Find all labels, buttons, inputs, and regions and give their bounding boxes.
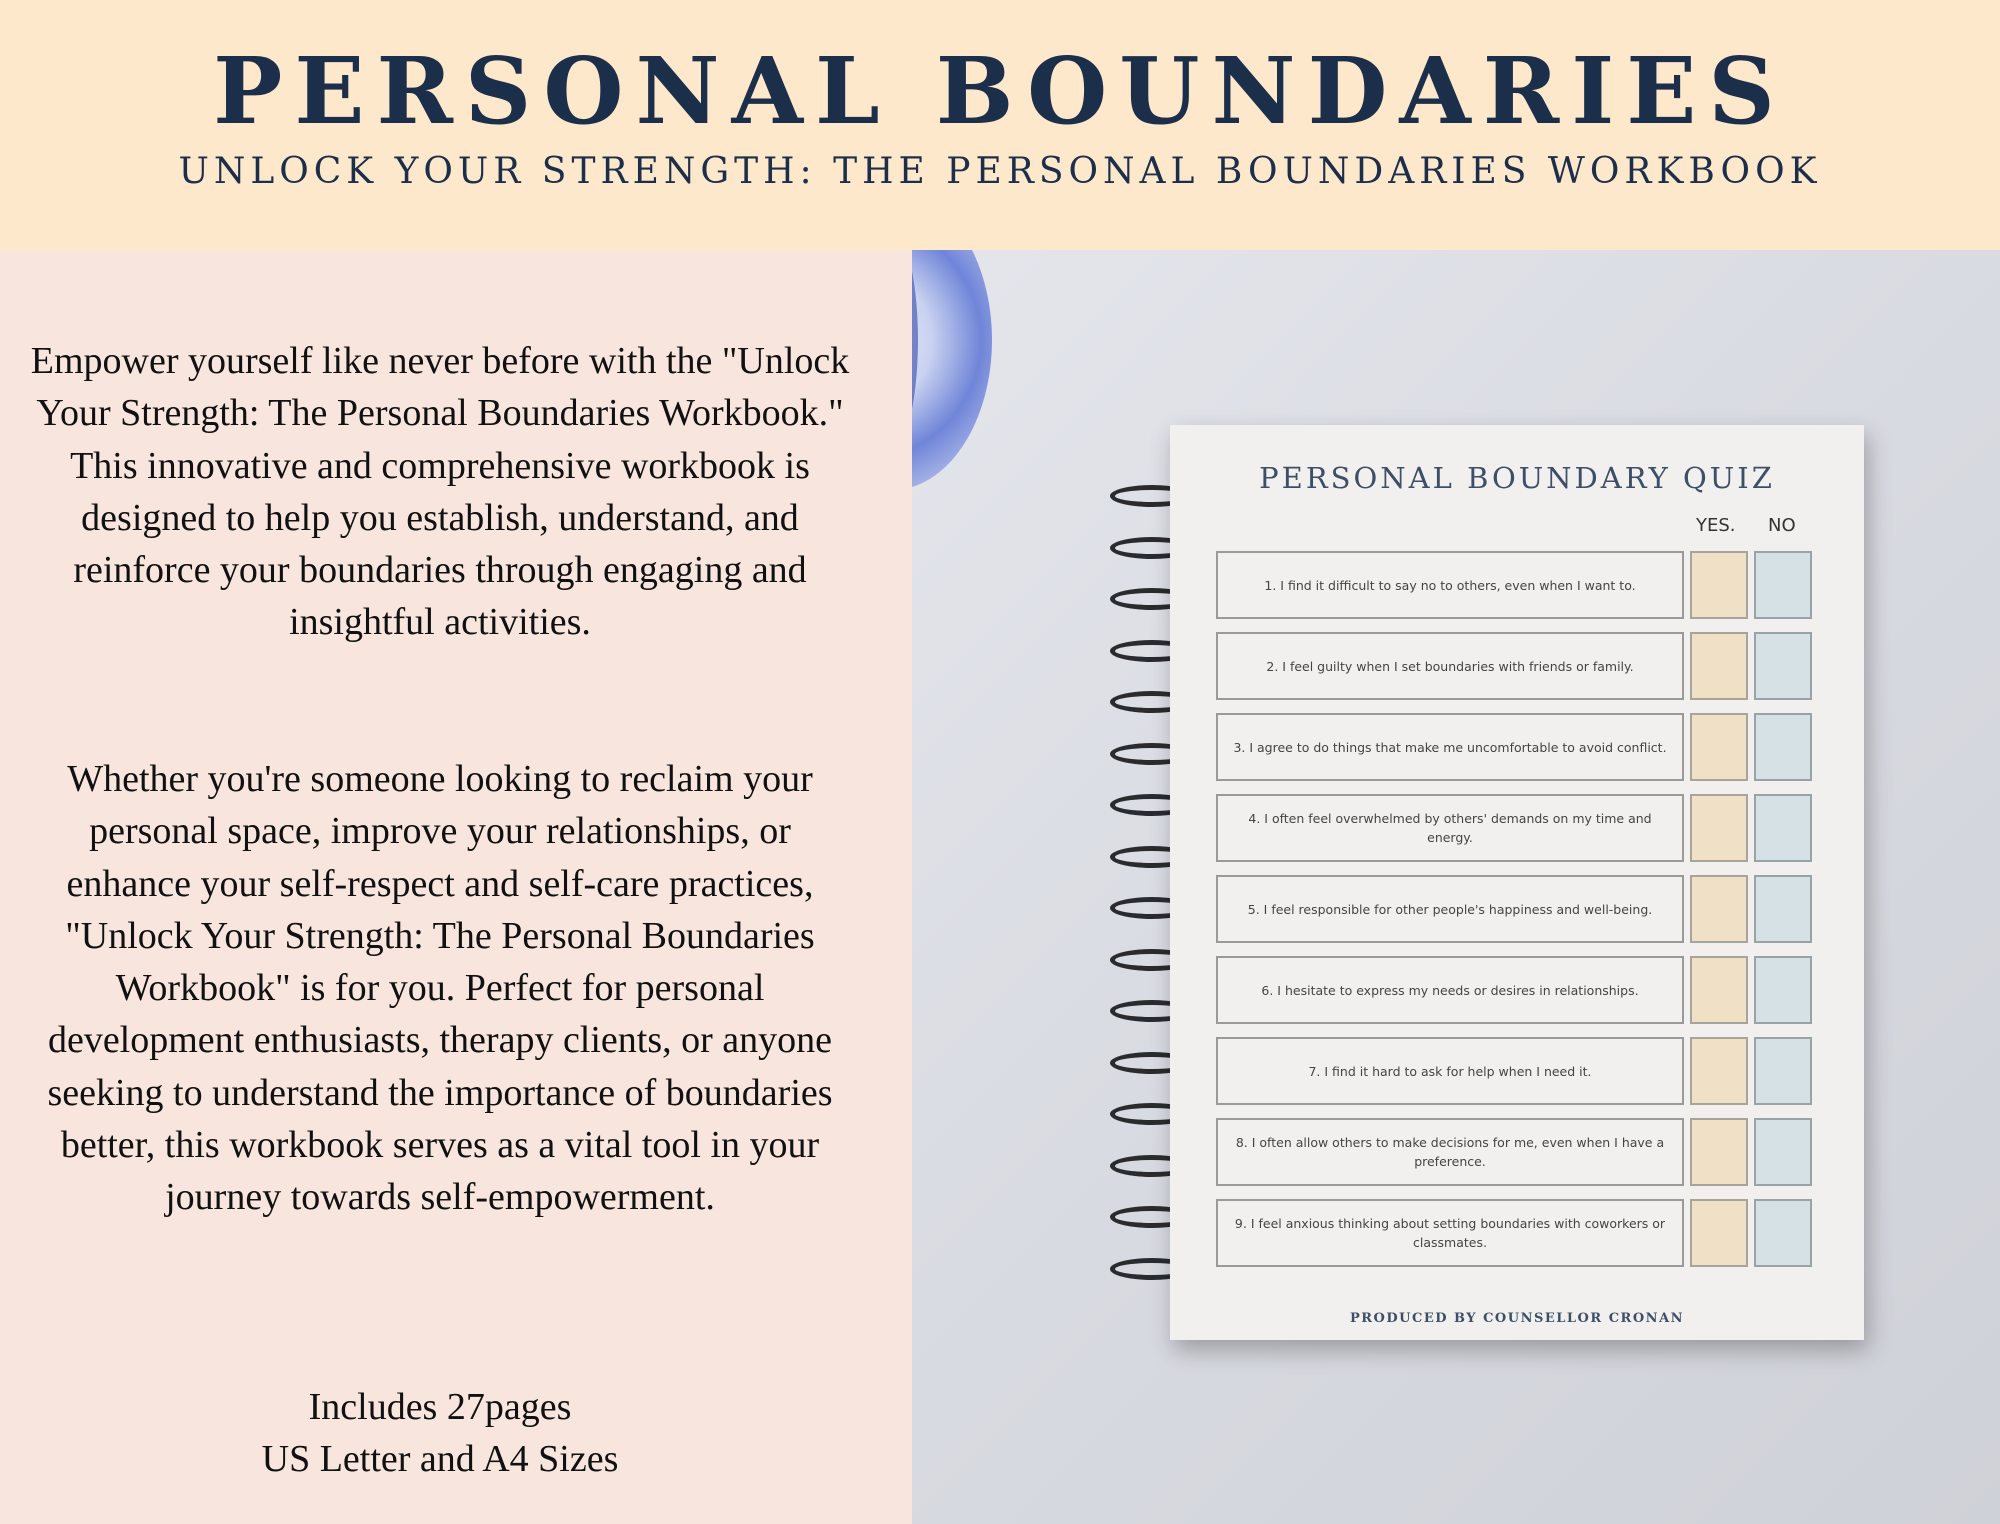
quiz-row bbox=[1216, 1037, 1850, 1109]
no-checkbox bbox=[1754, 551, 1812, 619]
quiz-row bbox=[1216, 956, 1850, 1028]
quiz-question: 9. I feel anxious thinking about setting boundaries with coworkers or classmates. bbox=[1216, 1199, 1684, 1267]
no-checkbox bbox=[1754, 1118, 1812, 1186]
no-checkbox bbox=[1754, 713, 1812, 781]
yes-checkbox bbox=[1690, 1118, 1748, 1186]
quiz-row bbox=[1216, 1118, 1850, 1190]
no-checkbox bbox=[1754, 632, 1812, 700]
page-title: PERSONAL BOUNDARIES bbox=[213, 37, 1787, 145]
yes-checkbox bbox=[1690, 551, 1748, 619]
size-info: US Letter and A4 Sizes bbox=[261, 1438, 619, 1481]
no-checkbox bbox=[1754, 794, 1812, 862]
yes-checkbox bbox=[1690, 956, 1748, 1024]
quiz-row bbox=[1216, 794, 1850, 866]
yes-checkbox bbox=[1690, 1037, 1748, 1105]
quiz-row bbox=[1216, 632, 1850, 704]
quiz-row bbox=[1216, 875, 1850, 947]
description-paragraph-1: Empower yourself like never before with the "Unlock Your Strength: The Personal Boundaries Workbook." This innovative and comprehensive workbook is designed to help you establish, understand, and reinforce your boundaries through engaging and insightful activities. bbox=[30, 340, 850, 644]
no-checkbox bbox=[1754, 956, 1812, 1024]
yes-checkbox bbox=[1690, 875, 1748, 943]
quiz-question: 3. I agree to do things that make me uncomfortable to avoid conflict. bbox=[1216, 713, 1684, 781]
quiz-question: 5. I feel responsible for other people's happiness and well-being. bbox=[1216, 875, 1684, 943]
yes-column-label: YES. bbox=[1696, 515, 1736, 536]
page-count: Includes 27pages bbox=[308, 1386, 572, 1428]
no-checkbox bbox=[1754, 1199, 1812, 1267]
header-banner bbox=[0, 0, 2000, 250]
page-subtitle: UNLOCK YOUR STRENGTH: THE PERSONAL BOUNDARIES WORKBOOK bbox=[178, 151, 1822, 192]
quiz-question: 7. I find it hard to ask for help when I need it. bbox=[1216, 1037, 1684, 1105]
coffee-cup-decoration bbox=[912, 250, 992, 490]
quiz-row bbox=[1216, 713, 1850, 785]
no-checkbox bbox=[1754, 1037, 1812, 1105]
quiz-question: 1. I find it difficult to say no to others, even when I want to. bbox=[1216, 551, 1684, 619]
quiz-title: PERSONAL BOUNDARY QUIZ bbox=[1259, 461, 1775, 495]
product-details bbox=[30, 1381, 850, 1486]
yes-checkbox bbox=[1690, 794, 1748, 862]
quiz-row bbox=[1216, 551, 1850, 623]
description-paragraph-2: Whether you're someone looking to reclaim your personal space, improve your relationships, or enhance your self-respect and self-care practices, "Unlock Your Strength: The Personal Boundaries Workbook" is for you. Perfect for personal development enthusiasts, therapy clients, or anyone seeking to understand the importance of boundaries better, this workbook serves as a vital tool in your journey towards self-empowerment. bbox=[47, 758, 833, 1219]
description-panel bbox=[0, 250, 912, 1524]
notebook-mockup bbox=[1170, 425, 1864, 1340]
product-photo bbox=[912, 250, 2000, 1524]
no-checkbox bbox=[1754, 875, 1812, 943]
no-column-label: NO bbox=[1768, 515, 1796, 536]
quiz-question: 6. I hesitate to express my needs or desires in relationships. bbox=[1216, 956, 1684, 1024]
yes-checkbox bbox=[1690, 632, 1748, 700]
quiz-question: 2. I feel guilty when I set boundaries with friends or family. bbox=[1216, 632, 1684, 700]
quiz-question: 8. I often allow others to make decisions for me, even when I have a preference. bbox=[1216, 1118, 1684, 1186]
quiz-question: 4. I often feel overwhelmed by others' demands on my time and energy. bbox=[1216, 794, 1684, 862]
yes-checkbox bbox=[1690, 713, 1748, 781]
quiz-row bbox=[1216, 1199, 1850, 1271]
notebook-footer: PRODUCED BY COUNSELLOR CRONAN bbox=[1349, 1311, 1685, 1326]
yes-checkbox bbox=[1690, 1199, 1748, 1267]
